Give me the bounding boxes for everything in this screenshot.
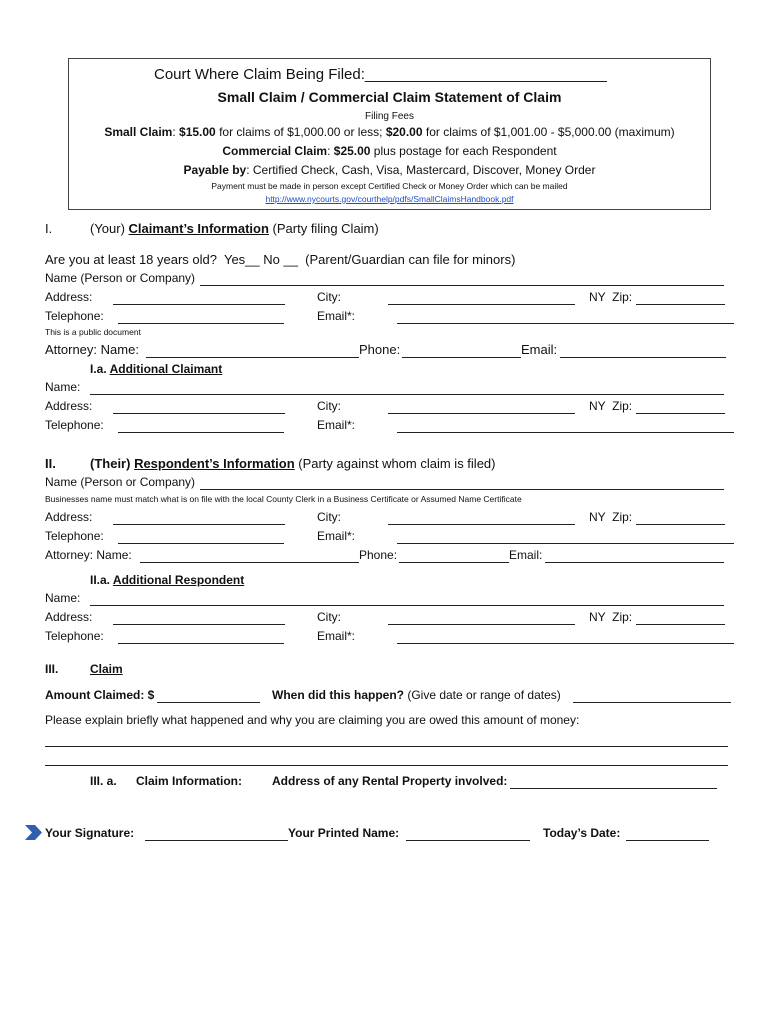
claimant-attorney-phone-label: Phone:: [359, 342, 401, 357]
claimant-zip-label: NY Zip:: [589, 290, 633, 304]
additional-respondent-address-label: Address:: [45, 610, 93, 624]
when-happened-hint: (Give date or range of dates): [404, 688, 561, 702]
claimant-zip-field[interactable]: [636, 304, 725, 305]
additional-respondent-zip-field[interactable]: [636, 624, 725, 625]
section-1a-title: Additional Claimant: [109, 362, 223, 376]
amount-claimed-label: Amount Claimed: $: [45, 688, 155, 702]
additional-claimant-name-field[interactable]: [90, 394, 724, 395]
signature-label: Your Signature:: [45, 826, 135, 840]
age-question: Are you at least 18 years old? Yes__ No __ (Parent/Guardian can file for minors): [45, 252, 516, 267]
additional-claimant-city-field[interactable]: [388, 413, 575, 414]
chevron-arrow-icon: [24, 824, 43, 841]
respondent-address-field[interactable]: [113, 524, 285, 525]
respondent-attorney-name-field[interactable]: [140, 562, 359, 563]
additional-respondent-name-field[interactable]: [90, 605, 724, 606]
when-happened: [272, 688, 561, 702]
respondent-telephone-label: Telephone:: [45, 529, 104, 543]
section-3-title: Claim: [90, 662, 123, 676]
section-2-title: Respondent’s Information: [134, 456, 295, 471]
payable-by: [68, 163, 711, 177]
additional-claimant-name-label: Name:: [45, 380, 81, 394]
business-name-note: Businesses name must match what is on file with the local County Clerk in a Business Certificate or Assumed Name Certificate: [45, 494, 522, 504]
section-3-number: III.: [45, 662, 59, 676]
small-claim-fees: Small Claim: $15.00 for claims of $1,000.00 or less; $20.00 for claims of $1,001.00 - $5,000.00 (maximum): [104, 125, 675, 139]
claimant-attorney-email-label: Email:: [521, 342, 558, 357]
section-3a-title: Claim Information:: [136, 774, 243, 788]
amount-claimed-field[interactable]: [157, 702, 260, 703]
small-claim-text-1: for claims of $1,000.00 or less;: [215, 125, 386, 139]
when-happened-field[interactable]: [573, 702, 731, 703]
claimant-name-label: Name (Person or Company): [45, 271, 196, 285]
signature-field[interactable]: [145, 840, 288, 841]
additional-claimant-email-label: Email*:: [317, 418, 356, 432]
payable-label: Payable by: [183, 163, 247, 177]
additional-respondent-telephone-label: Telephone:: [45, 629, 104, 643]
court-line: Court Where Claim Being Filed:_____________________________: [154, 66, 607, 83]
respondent-name-label: Name (Person or Company): [45, 475, 196, 489]
commercial-claim-fees: Commercial Claim: $25.00 plus postage for each Respondent: [222, 144, 557, 158]
payment-note: Payment must be made in person except Certified Check or Money Order which can be mailed: [211, 181, 568, 191]
respondent-zip-label: NY Zip:: [589, 510, 633, 524]
when-happened-label: When did this happen?: [272, 688, 404, 702]
additional-claimant-address-field[interactable]: [113, 413, 285, 414]
respondent-address-label: Address:: [45, 510, 93, 524]
claimant-telephone-label: Telephone:: [45, 309, 104, 323]
claimant-attorney-email-field[interactable]: [560, 357, 726, 358]
section-1-number: I.: [45, 221, 53, 236]
handbook-link[interactable]: http://www.nycourts.gov/courthelp/pdfs/SmallClaimsHandbook.pdf: [265, 194, 514, 204]
respondent-city-label: City:: [317, 510, 341, 524]
section-3a-number: III. a.: [90, 774, 117, 788]
claimant-city-field[interactable]: [388, 304, 575, 305]
respondent-zip-field[interactable]: [636, 524, 725, 525]
respondent-attorney-name-label: Attorney: Name:: [45, 548, 132, 562]
commercial-fee: $25.00: [333, 144, 371, 158]
section-1-title: Claimant’s Information: [128, 221, 269, 236]
additional-claimant-email-field[interactable]: [397, 432, 734, 433]
additional-claimant-telephone-field[interactable]: [118, 432, 284, 433]
section-2a-title: Additional Respondent: [112, 573, 245, 587]
additional-claimant-zip-label: NY Zip:: [589, 399, 633, 413]
claimant-attorney-name-label: Attorney: Name:: [45, 342, 139, 357]
printed-name-label: Your Printed Name:: [288, 826, 400, 840]
additional-respondent-city-field[interactable]: [388, 624, 575, 625]
section-1a-number: I.a.: [90, 362, 110, 376]
additional-claimant-city-label: City:: [317, 399, 341, 413]
small-claim-text-2: for claims of $1,001.00 - $5,000.00 (maximum): [422, 125, 675, 139]
claimant-email-label: Email*:: [317, 309, 356, 323]
small-claim-fee-1: $15.00: [179, 125, 216, 139]
additional-respondent-telephone-field[interactable]: [118, 643, 284, 644]
additional-respondent-city-label: City:: [317, 610, 341, 624]
additional-claimant-zip-field[interactable]: [636, 413, 725, 414]
commercial-text: plus postage for each Respondent: [370, 144, 557, 158]
claimant-address-field[interactable]: [113, 304, 285, 305]
section-1-prefix: (Your): [90, 221, 129, 236]
additional-respondent-name-label: Name:: [45, 591, 81, 605]
section-1a-heading: [90, 362, 222, 376]
section-2-prefix: (Their): [90, 456, 135, 471]
claimant-email-field[interactable]: [397, 323, 734, 324]
todays-date-label: Today’s Date:: [543, 826, 621, 840]
respondent-attorney-email-field[interactable]: [545, 562, 724, 563]
claimant-attorney-phone-field[interactable]: [402, 357, 521, 358]
additional-respondent-email-field[interactable]: [397, 643, 734, 644]
respondent-attorney-phone-label: Phone:: [359, 548, 398, 562]
filing-fees-heading: Filing Fees: [365, 111, 414, 122]
rental-property-field[interactable]: [510, 788, 717, 789]
additional-respondent-email-label: Email*:: [317, 629, 356, 643]
claimant-name-field[interactable]: [200, 285, 724, 286]
section-2-number: II.: [45, 456, 56, 471]
explanation-line-1[interactable]: [45, 746, 728, 747]
todays-date-field[interactable]: [626, 840, 709, 841]
payable-text: : Certified Check, Cash, Visa, Mastercard, Discover, Money Order: [246, 163, 596, 177]
claimant-attorney-name-field[interactable]: [146, 357, 359, 358]
respondent-telephone-field[interactable]: [118, 543, 284, 544]
section-2a-heading: [90, 573, 244, 587]
claimant-telephone-field[interactable]: [118, 323, 284, 324]
small-claim-fee-2: $20.00: [385, 125, 423, 139]
small-claim-label: Small Claim: [104, 125, 173, 139]
public-document-note: This is a public document: [45, 327, 141, 337]
respondent-email-field[interactable]: [397, 543, 734, 544]
explanation-line-2[interactable]: [45, 765, 728, 766]
claimant-address-label: Address:: [45, 290, 93, 304]
respondent-attorney-phone-field[interactable]: [399, 562, 509, 563]
additional-claimant-telephone-label: Telephone:: [45, 418, 104, 432]
respondent-city-field[interactable]: [388, 524, 575, 525]
form-title: Small Claim / Commercial Claim Statement of Claim: [217, 89, 562, 105]
claimant-city-label: City:: [317, 290, 341, 304]
rental-property-label: Address of any Rental Property involved:: [272, 774, 508, 788]
respondent-email-label: Email*:: [317, 529, 356, 543]
section-1-suffix: (Party filing Claim): [268, 221, 379, 236]
section-2-suffix: (Party against whom claim is filed): [294, 456, 496, 471]
section-2-heading: [90, 456, 495, 471]
commercial-label: Commercial Claim: [222, 144, 328, 158]
section-1-heading: [90, 221, 379, 236]
respondent-attorney-email-label: Email:: [509, 548, 543, 562]
explain-prompt: Please explain briefly what happened and why you are claiming you are owed this amount of money:: [45, 713, 580, 727]
additional-claimant-address-label: Address:: [45, 399, 93, 413]
printed-name-field[interactable]: [406, 840, 530, 841]
additional-respondent-zip-label: NY Zip:: [589, 610, 633, 624]
section-2a-number: II.a.: [90, 573, 113, 587]
additional-respondent-address-field[interactable]: [113, 624, 285, 625]
respondent-name-field[interactable]: [200, 489, 724, 490]
